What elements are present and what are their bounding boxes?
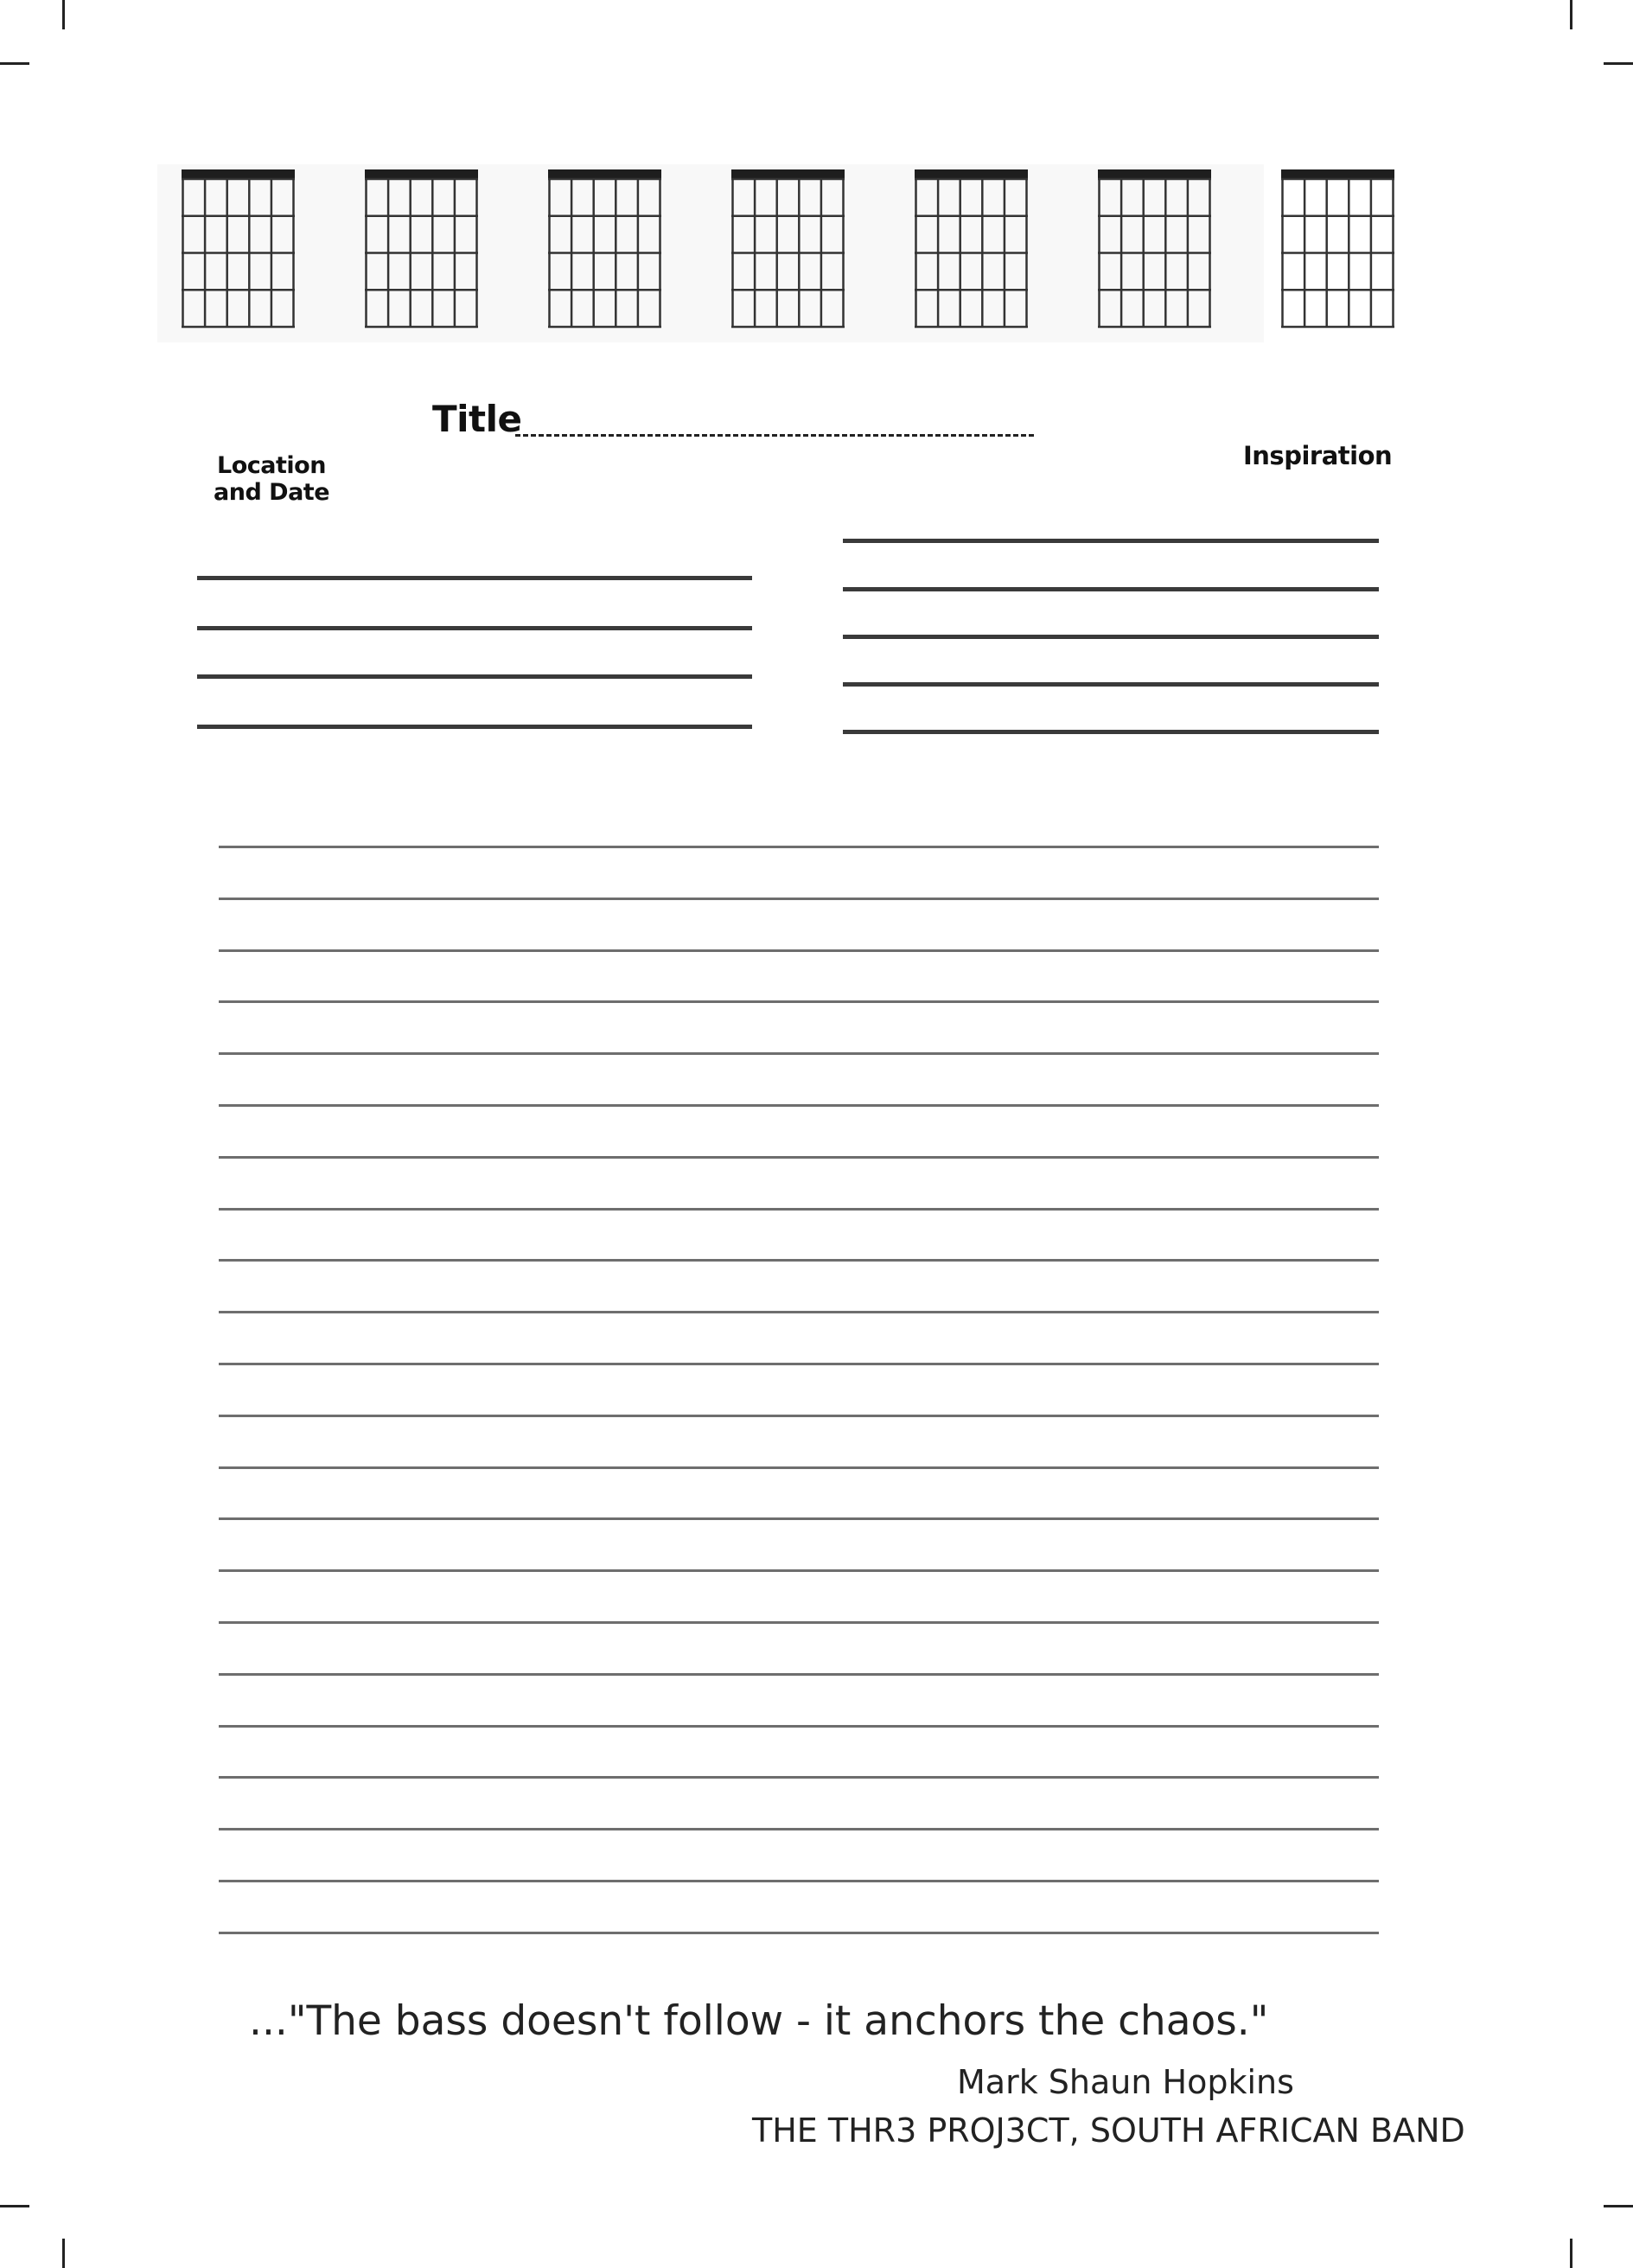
crop-mark (1570, 2239, 1572, 2268)
location-line[interactable] (197, 576, 752, 580)
writing-line[interactable] (219, 1208, 1379, 1211)
location-label-line1: Location (217, 452, 326, 479)
writing-line[interactable] (219, 898, 1379, 900)
inspiration-line[interactable] (843, 587, 1379, 591)
writing-line[interactable] (219, 1776, 1379, 1779)
chord-nut (548, 169, 661, 179)
crop-mark (0, 2205, 29, 2207)
chord-nut (182, 169, 295, 179)
writing-line[interactable] (219, 1621, 1379, 1624)
crop-mark (62, 0, 65, 29)
chord-box[interactable] (548, 169, 661, 329)
crop-mark (0, 62, 29, 65)
title-label: Title (432, 398, 522, 440)
writing-line[interactable] (219, 1932, 1379, 1934)
chord-box[interactable] (182, 169, 295, 329)
inspiration-line[interactable] (843, 682, 1379, 687)
chord-box[interactable] (365, 169, 478, 329)
chord-box[interactable] (915, 169, 1028, 329)
chord-grid (1098, 169, 1211, 329)
chord-nut (365, 169, 478, 179)
chord-grid (1281, 169, 1394, 329)
writing-line[interactable] (219, 1466, 1379, 1469)
writing-line[interactable] (219, 1156, 1379, 1159)
writing-line[interactable] (219, 846, 1379, 848)
inspiration-label: Inspiration (1243, 441, 1393, 470)
inspiration-line[interactable] (843, 730, 1379, 734)
writing-line[interactable] (219, 1569, 1379, 1572)
location-date-label (214, 452, 329, 506)
chord-grid (365, 169, 478, 329)
writing-line[interactable] (219, 1052, 1379, 1055)
location-label-line2: and Date (214, 479, 330, 506)
chord-nut (1098, 169, 1211, 179)
chord-grid (915, 169, 1028, 329)
crop-mark (1604, 62, 1633, 65)
writing-line[interactable] (219, 1363, 1379, 1365)
chord-grid (182, 169, 295, 329)
chord-nut (915, 169, 1028, 179)
writing-line[interactable] (219, 949, 1379, 952)
chord-box[interactable] (1281, 169, 1394, 329)
inspiration-line[interactable] (843, 539, 1379, 543)
chord-nut (731, 169, 845, 179)
chord-nut (1281, 169, 1394, 179)
writing-line[interactable] (219, 1673, 1379, 1676)
title-input-line[interactable] (515, 434, 1034, 437)
quote-text: ..."The bass doesn't follow - it anchors the chaos." (249, 1997, 1269, 2045)
chord-box[interactable] (1098, 169, 1211, 329)
writing-line[interactable] (219, 1259, 1379, 1262)
quote-band: THE THR3 PROJ3CT, SOUTH AFRICAN BAND (752, 2111, 1465, 2150)
crop-mark (1604, 2205, 1633, 2207)
writing-line[interactable] (219, 1311, 1379, 1313)
crop-mark (62, 2239, 65, 2268)
chord-grid (731, 169, 845, 329)
writing-line[interactable] (219, 1517, 1379, 1520)
location-line[interactable] (197, 674, 752, 679)
writing-line[interactable] (219, 1880, 1379, 1882)
writing-line[interactable] (219, 1828, 1379, 1830)
writing-line[interactable] (219, 1415, 1379, 1417)
inspiration-line[interactable] (843, 635, 1379, 639)
chord-box[interactable] (731, 169, 845, 329)
location-line[interactable] (197, 725, 752, 729)
chord-grid (548, 169, 661, 329)
writing-line[interactable] (219, 1000, 1379, 1003)
writing-line[interactable] (219, 1725, 1379, 1728)
quote-author: Mark Shaun Hopkins (957, 2063, 1294, 2101)
writing-line[interactable] (219, 1104, 1379, 1107)
crop-mark (1570, 0, 1572, 29)
location-line[interactable] (197, 626, 752, 630)
